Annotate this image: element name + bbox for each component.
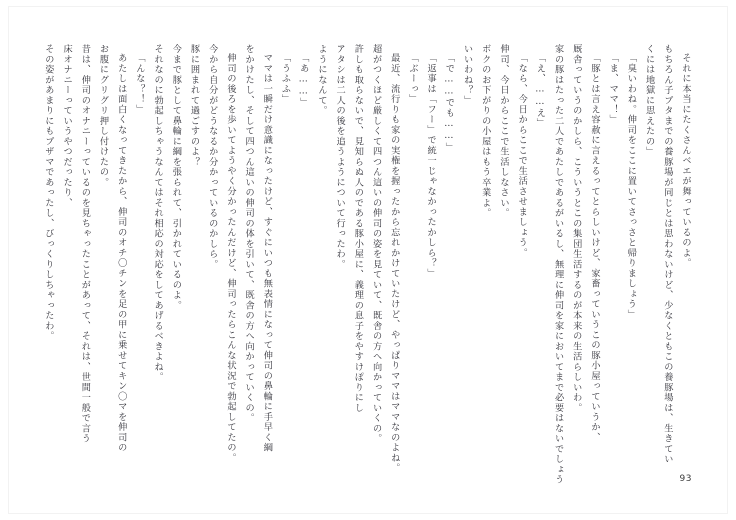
text-line: 超がつくほど厳しくて四つん這いの伸司の姿を見ていて、既舎の方へ向かっていくの。 <box>370 44 382 444</box>
text-line: いいわね？」 <box>461 44 473 106</box>
text-line: 床オナニーっていうやつだったり、 <box>61 44 73 208</box>
text-line: 許しも取らないで、見知らぬ人のである豚小屋に、義理の息子をやすけぽりにし <box>352 44 364 413</box>
text-line: 最近、流行りも家の実権を握ったから忘れかけていたけど、やっぱりママはママなのよね。 <box>388 53 400 474</box>
text-line: 伸司、今日からここで生活しなさい。 <box>497 44 509 219</box>
text-line: 「なら、今日からここで生活させましょう。 <box>516 53 528 258</box>
text-line: それなのに勃起しちゃうなんてはそれ相応の対応をしてあげるべきよね。 <box>152 44 164 383</box>
text-line: 「で……でも……」 <box>443 53 455 153</box>
text-line: 今から自分がどうなるか分かっているのかしら。 <box>206 44 218 270</box>
text-line: あたしは面白くなってきたから、伸司のオチ〇チンを足の甲に乗せてキン〇マを伸司の <box>115 53 127 453</box>
text-line: お腹にグリグリ押し付けたの。 <box>97 44 109 188</box>
text-line: それに本当にたくさんベエが舞っているのよ。 <box>680 53 691 269</box>
text-line: ようになんて。 <box>315 44 327 116</box>
text-line: 「うふふ」 <box>279 53 291 105</box>
text-line: ママは一瞬だけ意識になったけど、すぐにいつも無表情になって伸司の鼻輪に手早く綱 <box>261 53 273 453</box>
text-line: 「ま、ママ！」 <box>607 53 619 125</box>
text-line: 厩舎っていうのかしら、こういうとこの集団生活するのが本来の生活らしいわ。 <box>570 44 582 413</box>
text-line: 家の豚はたった二人であたしであるがいるし、無理に伸司を家においてまで必要はないでしょう <box>552 44 564 485</box>
text-line: をかけたし、そして四つん這いの伸司の体を引いて、既舎の方へ向かっていくの。 <box>243 44 255 424</box>
text-line: くには地獄に思えたの」 <box>643 44 655 157</box>
text-line: 昔は、伸司のオナニーっているのを見ちゃったことがあって、それは、世間一般で言う <box>79 44 91 444</box>
text-line: 「え、……え」 <box>534 53 546 129</box>
text-line: 「あ……」 <box>297 53 309 108</box>
text-line: 今まで豚として鼻輪に綱を張られて、引かれているのよ。 <box>170 44 182 311</box>
text-line: アタシは二人の後を追うようについて行ったわ。 <box>334 44 346 270</box>
text-line: 豚に囲まれて過ごすのよ？ <box>188 44 200 167</box>
text-line: 「んな？！」 <box>133 53 145 115</box>
text-line: 「ぶーっ」 <box>406 53 418 105</box>
text-line: 「臭いわね。伸司をここに置いてさっさと帰りましょう」 <box>625 53 637 320</box>
text-line: 「返事は「フー」で統一じゃなかったかしら？」 <box>425 53 437 279</box>
text-line: ボクのお下がりの小屋はもう卒業よ。 <box>479 44 491 219</box>
page-number: 93 <box>679 474 692 484</box>
text-line: もちろん子ブタまでの養豚場が同じとは思わないけど、少なくともこの養豚場は、生きてい <box>661 44 673 465</box>
text-line: 伸司の後ろを歩いてようやく分かったんだけど、伸司ったらこんな状況で勃起してたの。 <box>224 53 236 463</box>
text-line: その姿があまりにもブザマであったし、びっくりしちゃったわ。 <box>42 44 54 342</box>
text-line: 「豚とは言え容赦に言えるってとらしいけど、家畜っていうこの豚小屋っていうか、 <box>588 53 600 443</box>
